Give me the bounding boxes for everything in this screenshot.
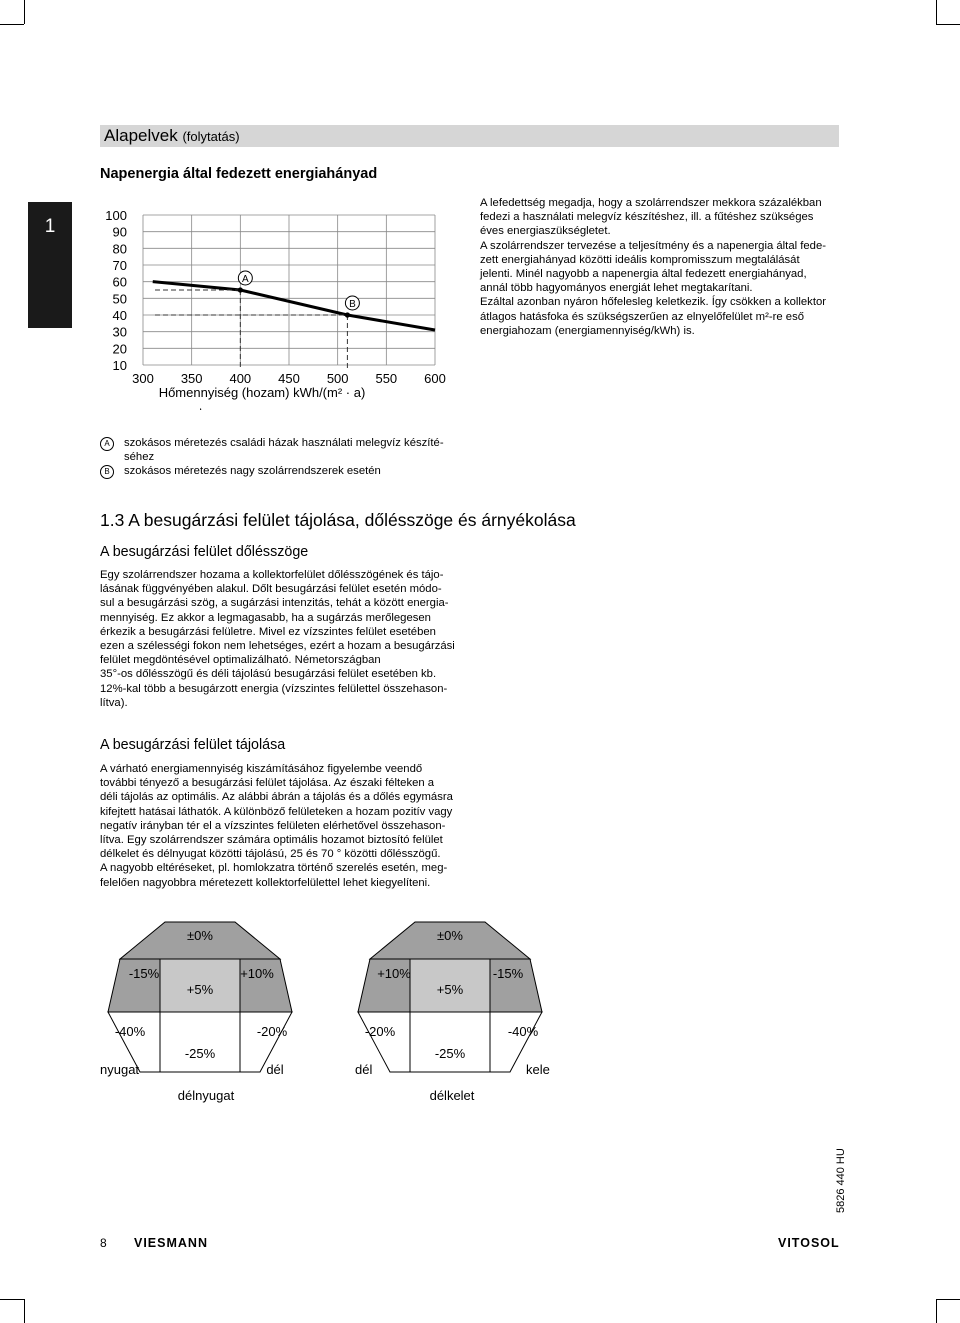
crop-mark (936, 24, 960, 25)
direction-label-right: dél (266, 1062, 284, 1077)
text-line: lásának függvényében alakul. Dőlt besugárzási felület esetén módo- (100, 583, 442, 596)
text-line: annál több hagyományos energiát lehet megtakarítani. (480, 282, 753, 295)
marker-badge-a: A (100, 437, 114, 451)
text-line: A lefedettség megadja, hogy a szolárrendszer mekkora százalékban (480, 197, 822, 209)
text-line: negatív irányban tér el a vízszintes felületen elérhetővel összehason- (100, 819, 446, 832)
value-upper-right: +10% (240, 966, 274, 981)
text-line: jelenti. Minél nagyobb a napenergia által fedezett energiahányad, (480, 268, 807, 281)
text-line: 35°-os dőlésszögű és déli tájolású besugárzási felület esetében kb. (100, 668, 437, 681)
text-line: délkelet és délnyugat közötti tájolású, 25 és 70 ° közötti dőlésszögű. (100, 848, 441, 861)
text-line: további tényező a besugárzási felület tájolása. Az északi félteken a (100, 777, 435, 790)
text-line: ezen a szélességi fokon nem lehetséges, ezért a hozam a besugárzási (100, 640, 455, 653)
text-line: mennyiség. Ez akkor a legmagasabb, ha a sugárzás merőlegesen (100, 611, 431, 624)
text-line: 12%-kal több a besugárzott energia (vízszintes felülettel összehason- (100, 682, 448, 695)
x-tick-label: 300 (132, 371, 154, 386)
section-title: 1.3 A besugárzási felület tájolása, dőlésszöge és árnyékolása (100, 510, 576, 530)
text-line: felelően nagyobbra méretezett kollektorfelülettel lehet kiegyelíteni. (100, 876, 431, 889)
brand-logo-left: VIESMANN (134, 1236, 208, 1250)
legend-item-b (100, 465, 381, 479)
text-line: lítva). (100, 696, 128, 709)
text-line: fedezi a használati melegvíz készítéshez, ill. a fűtéshez szükséges (480, 211, 814, 224)
y-tick-label: 70 (112, 258, 127, 273)
legend-text: séhez (124, 450, 155, 463)
diagram-left (100, 922, 292, 1103)
y-tick-label: 50 (112, 291, 127, 307)
text-line: éves energiaszükségletet. (480, 225, 611, 238)
header-title: Alapelvek (104, 126, 178, 145)
text-line: A szolárrendszer tervezése a teljesítmény és a napenergia által fede- (480, 239, 827, 252)
value-lower-left: -20% (364, 1024, 396, 1039)
x-tick-label: 400 (229, 371, 252, 386)
series-line (153, 282, 435, 330)
crop-mark (936, 0, 937, 24)
x-tick-label: 550 (375, 371, 398, 386)
y-tick-label: 40 (112, 308, 127, 323)
value-lower-center: -25% (184, 1046, 216, 1061)
crop-mark (24, 1299, 25, 1323)
marker-point (238, 287, 243, 292)
value-lower-center: -25% (434, 1046, 466, 1061)
text-line: A várható energiamennyiség kiszámításához figyelembe veendő (100, 763, 423, 775)
direction-label-left: dél (355, 1062, 373, 1077)
direction-label-right: kele (526, 1062, 550, 1077)
tilt-paragraph (100, 568, 470, 710)
text-line: zett energiahányad közötti ideális kompromisszum megtalálását (480, 253, 800, 266)
crop-mark (936, 1299, 960, 1300)
marker-label: B (349, 299, 356, 310)
value-upper-left: -15% (128, 966, 160, 981)
y-tick-label: 90 (112, 224, 127, 240)
text-line: kifejtett hatásai láthatók. A különböző felületeken a hozam pozitív vagy (100, 805, 453, 818)
value-top: ±0% (187, 928, 213, 943)
x-tick-label: 450 (278, 371, 300, 386)
value-upper-right: -15% (492, 966, 524, 981)
marker-label: A (241, 274, 249, 285)
x-tick-label: 600 (424, 371, 446, 386)
brand-logo-right: VITOSOL (778, 1236, 840, 1250)
y-tick-label: 100 (105, 208, 127, 223)
legend-item-a (100, 437, 444, 463)
text-line: sul a besugárzási szög, a sugárzási intenzitás, tehát a között energia- (100, 597, 449, 610)
value-upper-left: +10% (377, 966, 411, 981)
text-line: A nagyobb eltéréseket, pl. homlokzatra történő szerelés esetén, meg- (100, 862, 448, 875)
orientation-paragraph (100, 762, 470, 890)
subsection-title-orientation: A besugárzási felület tájolása (100, 737, 286, 753)
text-line: átlagos hatásfoka és szükségszerűen az elnyelőfelület m²-re eső (480, 310, 805, 323)
crop-mark (0, 1299, 24, 1300)
header-bar (100, 125, 839, 147)
chart-series (153, 271, 435, 370)
legend-text: szokásos méretezés családi házak használati melegvíz készíté- (124, 437, 444, 449)
y-tick-label: 60 (112, 274, 127, 290)
crop-mark (24, 0, 25, 24)
y-tick-labels (105, 208, 127, 373)
y-tick-label: 30 (112, 324, 127, 340)
value-lower-left: -40% (114, 1024, 146, 1039)
value-lower-right: -20% (256, 1024, 288, 1039)
text-line: energiahozam (energiamennyiség/kWh) is. (480, 324, 695, 337)
section-heading: Napenergia által fedezett energiahányad (100, 166, 378, 182)
subsection-title-tilt: A besugárzási felület dőlésszöge (100, 544, 309, 560)
marker-badge-b: B (100, 465, 114, 479)
x-tick-labels (132, 371, 446, 386)
y-axis-label-line1 (195, 408, 210, 410)
text-line: déli tájolás az optimális. Az alábbi ábrán a tájolás és a dőlés egymásra (100, 791, 453, 804)
diagram-right (355, 922, 550, 1103)
value-upper-center: +5% (186, 982, 214, 997)
x-axis-label: Hőmennyiség (hozam) kWh/(m² · a) (158, 385, 366, 400)
legend-text: szokásos méretezés nagy szolárrendszerek esetén (124, 465, 381, 477)
chart-grid (143, 215, 435, 365)
y-tick-label: 10 (112, 358, 127, 373)
text-line: felület megdöntésével optimalizálható. Németországban (100, 654, 381, 667)
direction-label-left: nyugat (100, 1062, 140, 1077)
crop-mark (0, 24, 24, 25)
x-tick-label: 350 (180, 371, 203, 386)
face-lower-center (160, 1012, 240, 1072)
marker-point (345, 312, 350, 317)
value-lower-right: -40% (507, 1024, 539, 1039)
text-line: lítva. Egy szolárrendszer számára optimális hozamot biztosító felület (100, 834, 443, 847)
x-tick-label: 500 (326, 371, 349, 386)
text-line: Egy szolárrendszer hozama a kollektorfelület dőlésszögének és tájo- (100, 569, 444, 581)
face-lower-center (410, 1012, 490, 1072)
orientation-diagram (100, 912, 560, 1112)
value-top: ±0% (437, 928, 463, 943)
text-line: Ezáltal azonban nyáron hőfelesleg keletkezik. Így csökken a kollektor (480, 296, 827, 309)
intro-paragraph (480, 196, 845, 338)
y-tick-label: 80 (112, 241, 127, 257)
page-number: 8 (100, 1236, 107, 1250)
y-tick-label: 20 (112, 341, 127, 357)
text-line: érkezik a besugárzási felületre. Mivel ez vízszintes felület esetében (100, 625, 436, 638)
coverage-chart (95, 198, 465, 410)
document-number: 5826 440 HU (835, 1148, 847, 1213)
header-title-suffix: (folytatás) (182, 129, 240, 144)
direction-label-bottom: délkelet (429, 1088, 475, 1103)
direction-label-bottom: délnyugat (177, 1088, 235, 1103)
chapter-tab: 1 (28, 202, 72, 328)
value-upper-center: +5% (436, 982, 464, 997)
crop-mark (936, 1299, 937, 1323)
